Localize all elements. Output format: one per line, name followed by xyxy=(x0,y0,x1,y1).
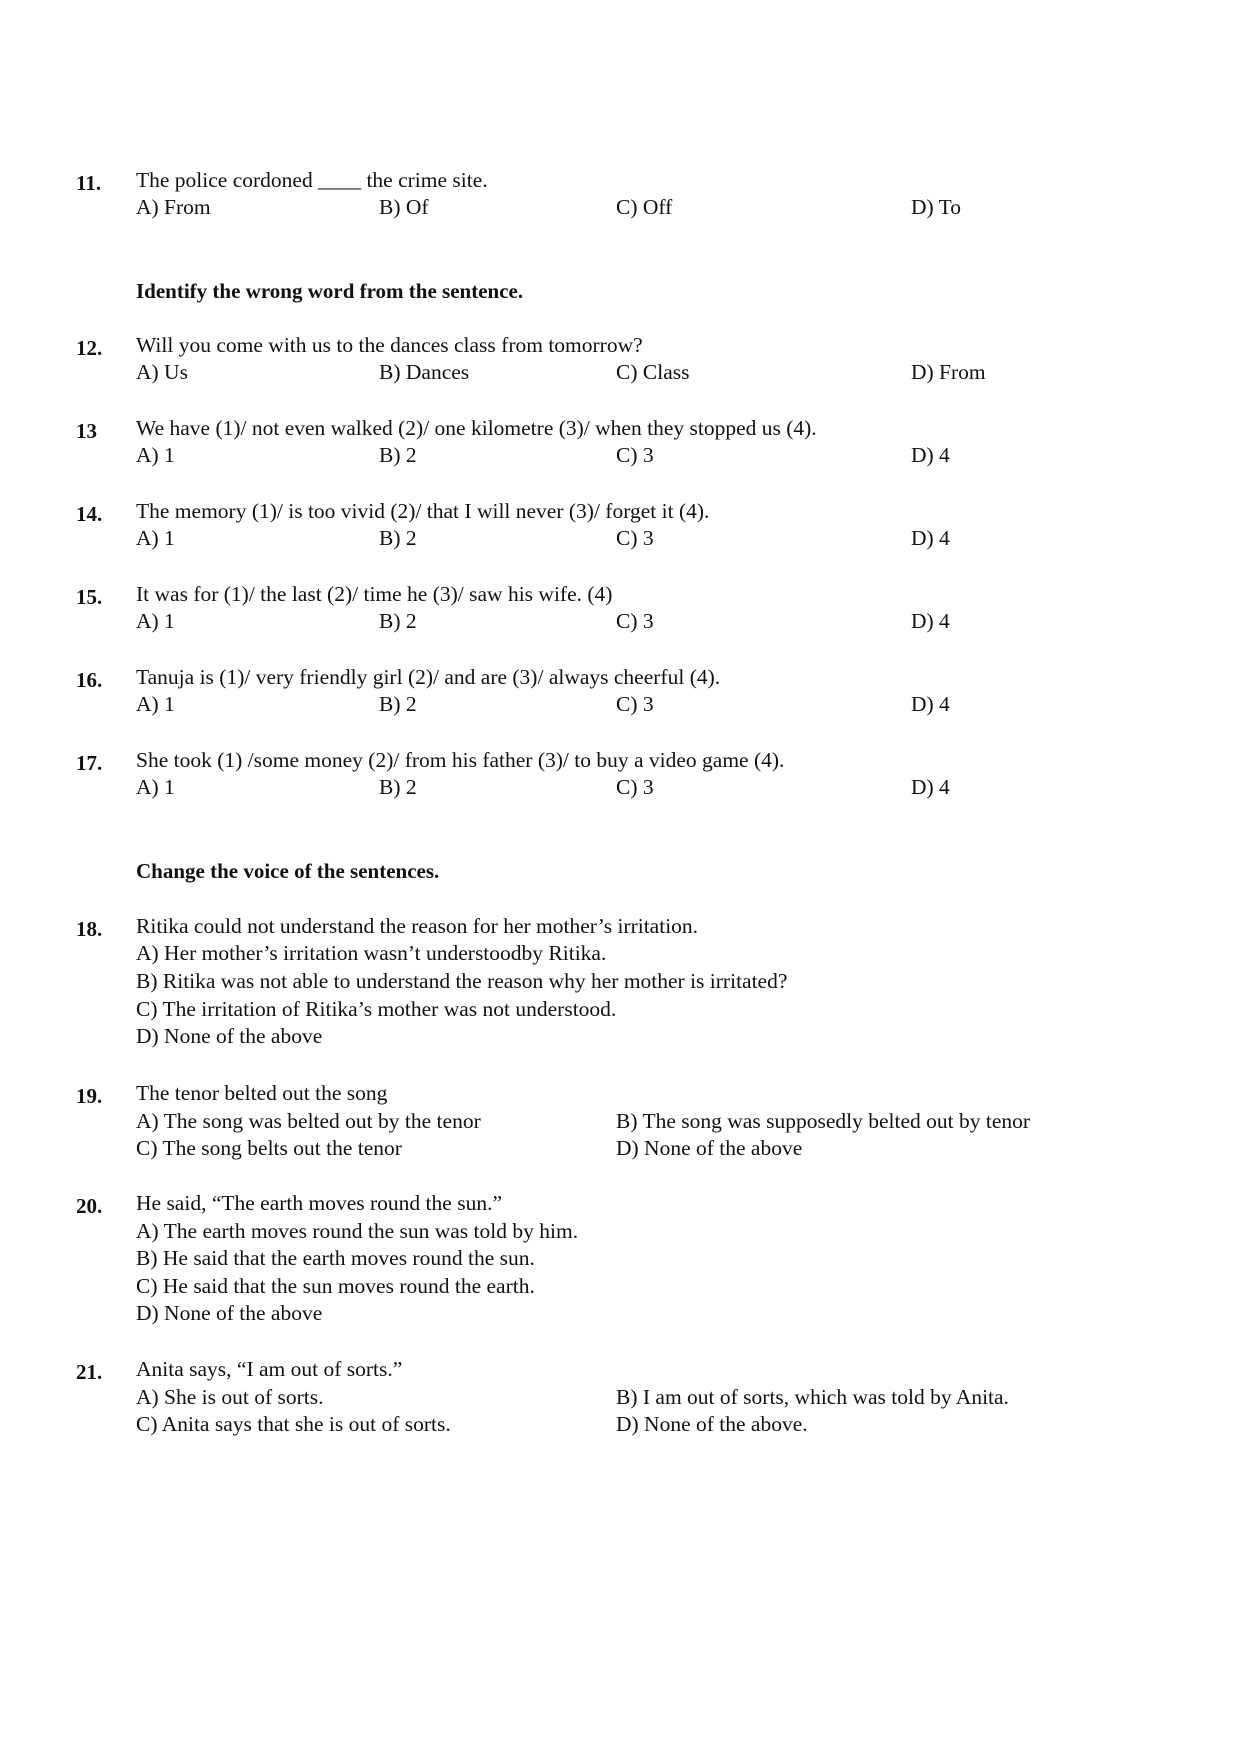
option-row xyxy=(0,692,1240,720)
option-c: C) Anita says that she is out of sorts. xyxy=(136,1412,451,1436)
option-d: D) 4 xyxy=(911,692,950,716)
question-number: 16. xyxy=(76,668,103,692)
option-a: A) The earth moves round the sun was told by him. xyxy=(136,1219,579,1243)
question-stem: Tanuja is (1)/ very friendly girl (2)/ and are (3)/ always cheerful (4). xyxy=(136,665,721,689)
option-d: D) None of the above xyxy=(136,1301,323,1325)
option-row xyxy=(0,775,1240,803)
option-row xyxy=(0,1385,1240,1413)
option-c: C) 3 xyxy=(616,775,654,799)
question-stem: It was for (1)/ the last (2)/ time he (3)/ saw his wife. (4) xyxy=(136,582,613,606)
option-a: A) 1 xyxy=(136,692,175,716)
option-a: A) From xyxy=(136,195,211,219)
option-a: A) 1 xyxy=(136,526,175,550)
option-d: D) None of the above xyxy=(136,1024,323,1048)
option-a: A) She is out of sorts. xyxy=(136,1385,324,1409)
option-row xyxy=(0,941,1240,969)
option-row xyxy=(0,1109,1240,1137)
option-d: D) To xyxy=(911,195,962,219)
option-b: B) 2 xyxy=(379,526,417,550)
option-a: A) 1 xyxy=(136,609,175,633)
option-b: B) I am out of sorts, which was told by Anita. xyxy=(616,1385,1009,1409)
question-number: 13 xyxy=(76,419,97,443)
option-d: D) 4 xyxy=(911,775,950,799)
option-d: D) None of the above. xyxy=(616,1412,808,1436)
option-row xyxy=(0,360,1240,388)
option-d: D) 4 xyxy=(911,443,950,467)
question-stem: He said, “The earth moves round the sun.” xyxy=(136,1191,502,1215)
option-b: B) Dances xyxy=(379,360,470,384)
option-c: C) He said that the sun moves round the earth. xyxy=(136,1274,535,1298)
question-number: 17. xyxy=(76,751,103,775)
option-d: D) 4 xyxy=(911,526,950,550)
option-b: B) Of xyxy=(379,195,429,219)
question-stem: The police cordoned ____ the crime site. xyxy=(136,168,488,192)
option-c: C) 3 xyxy=(616,443,654,467)
question-stem: Anita says, “I am out of sorts.” xyxy=(136,1357,403,1381)
option-row xyxy=(0,443,1240,471)
question-number: 20. xyxy=(76,1194,103,1218)
option-b: B) Ritika was not able to understand the reason why her mother is irritated? xyxy=(136,969,788,993)
option-d: D) None of the above xyxy=(616,1136,803,1160)
option-row xyxy=(0,526,1240,554)
option-d: D) 4 xyxy=(911,609,950,633)
option-c: C) The song belts out the tenor xyxy=(136,1136,402,1160)
section-heading-wrong-word: Identify the wrong word from the sentence. xyxy=(136,279,524,303)
option-c: C) Class xyxy=(616,360,690,384)
option-row xyxy=(0,195,1240,223)
question-stem: Will you come with us to the dances class from tomorrow? xyxy=(136,333,643,357)
option-b: B) 2 xyxy=(379,775,417,799)
option-row xyxy=(0,1301,1240,1329)
question-number: 14. xyxy=(76,502,103,526)
option-b: B) 2 xyxy=(379,443,417,467)
question-stem: The memory (1)/ is too vivid (2)/ that I will never (3)/ forget it (4). xyxy=(136,499,710,523)
option-c: C) 3 xyxy=(616,526,654,550)
option-row xyxy=(0,1219,1240,1247)
option-row xyxy=(0,1136,1240,1164)
option-c: C) 3 xyxy=(616,609,654,633)
question-number: 19. xyxy=(76,1084,103,1108)
option-d: D) From xyxy=(911,360,986,384)
option-row xyxy=(0,1246,1240,1274)
option-row xyxy=(0,969,1240,997)
option-a: A) 1 xyxy=(136,775,175,799)
option-b: B) He said that the earth moves round the sun. xyxy=(136,1246,535,1270)
question-stem: We have (1)/ not even walked (2)/ one kilometre (3)/ when they stopped us (4). xyxy=(136,416,817,440)
option-row xyxy=(0,1024,1240,1052)
option-row xyxy=(0,1412,1240,1440)
option-b: B) 2 xyxy=(379,609,417,633)
option-b: B) The song was supposedly belted out by tenor xyxy=(616,1109,1031,1133)
option-row xyxy=(0,1274,1240,1302)
option-c: C) Off xyxy=(616,195,673,219)
option-row xyxy=(0,997,1240,1025)
question-number: 12. xyxy=(76,336,103,360)
option-c: C) The irritation of Ritika’s mother was not understood. xyxy=(136,997,617,1021)
option-a: A) Her mother’s irritation wasn’t understoodby Ritika. xyxy=(136,941,607,965)
question-number: 15. xyxy=(76,585,103,609)
question-stem: Ritika could not understand the reason for her mother’s irritation. xyxy=(136,914,699,938)
option-c: C) 3 xyxy=(616,692,654,716)
option-a: A) Us xyxy=(136,360,188,384)
question-stem: The tenor belted out the song xyxy=(136,1081,388,1105)
question-number: 21. xyxy=(76,1360,103,1384)
option-b: B) 2 xyxy=(379,692,417,716)
option-a: A) 1 xyxy=(136,443,175,467)
question-number: 11. xyxy=(76,171,102,195)
option-a: A) The song was belted out by the tenor xyxy=(136,1109,481,1133)
option-row xyxy=(0,609,1240,637)
question-stem: She took (1) /some money (2)/ from his father (3)/ to buy a video game (4). xyxy=(136,748,785,772)
question-number: 18. xyxy=(76,917,103,941)
section-heading-voice: Change the voice of the sentences. xyxy=(136,859,440,883)
